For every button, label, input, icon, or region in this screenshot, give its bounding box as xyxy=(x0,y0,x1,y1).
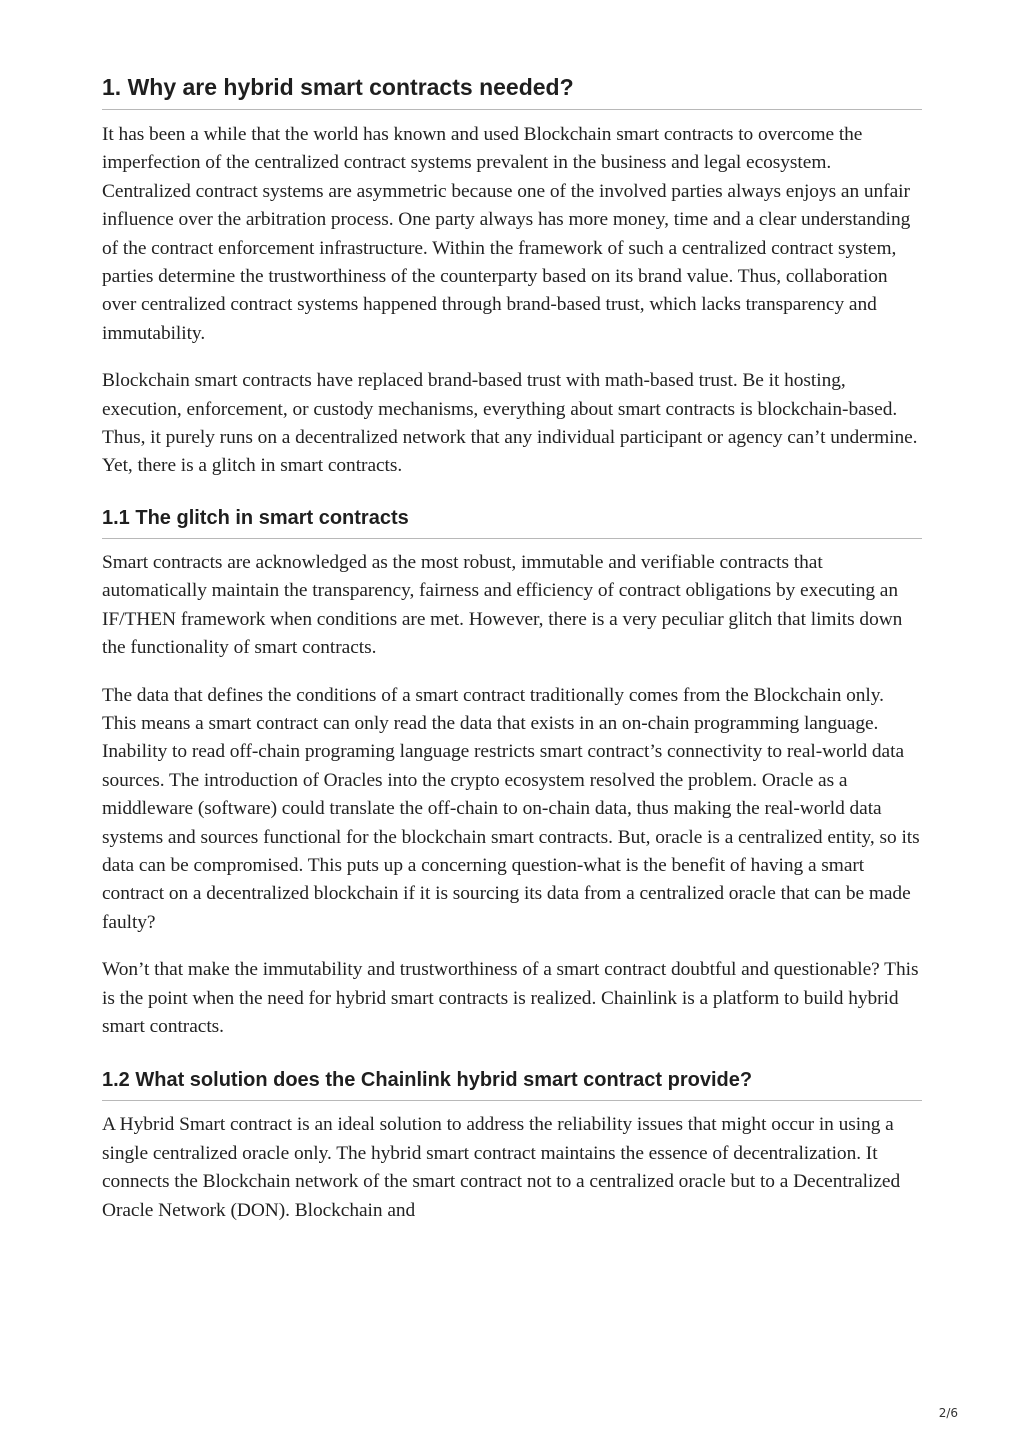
subsection-heading: 1.2 What solution does the Chainlink hybrid smart contract provide? xyxy=(102,1067,922,1101)
subsection-heading: 1.1 The glitch in smart contracts xyxy=(102,505,922,539)
section-heading: 1. Why are hybrid smart contracts needed? xyxy=(102,72,922,110)
paragraph: Smart contracts are acknowledged as the most robust, immutable and verifiable contracts that automatically maintain the transparency, fairness and efficiency of contract obligations by executing an IF/THEN framework when conditions are met. However, there is a very peculiar glitch that limits down the functionality of smart contracts. xyxy=(102,551,903,659)
paragraph: It has been a while that the world has known and used Blockchain smart contracts to overcome the imperfection of the centralized contract systems prevalent in the business and legal ecosystem. Centralized contract systems are asymmetric because one of the involved parties always enjoys an unfair influence over the arbitration process. One party always has more money, time and a clear understanding of the contract enforcement infrastructure. Within the framework of such a centralized contract system, parties determine the trustworthiness of the counterparty based on its brand value. Thus, collaboration over centralized contract systems happened through brand-based trust, which lacks transparency and immutability. xyxy=(102,124,911,344)
paragraph: Won’t that make the immutability and trustworthiness of a smart contract doubtful and questionable? This is the point when the need for hybrid smart contracts is realized. Chainlink is a platform to build hybrid smart contracts. xyxy=(102,959,919,1037)
page-number: 2/6 xyxy=(938,1406,958,1420)
paragraph: The data that defines the conditions of a smart contract traditionally comes from the Blockchain only. This means a smart contract can only read the data that exists in an on-chain programming language. Inability to read off-chain programing language restricts smart contract’s connectivity to real-world data sources. The introduction of Oracles into the crypto ecosystem resolved the problem. Oracle as a middleware (software) could translate the off-chain to on-chain data, thus making the real-world data systems and sources functional for the blockchain smart contracts. But, oracle is a centralized entity, so its data can be compromised. This puts up a concerning question-what is the benefit of having a smart contract on a decentralized blockchain if it is sourcing its data from a centralized oracle that can be made faulty? xyxy=(102,684,920,933)
document-page xyxy=(102,72,922,1225)
paragraph: Blockchain smart contracts have replaced brand-based trust with math-based trust. Be it hosting, execution, enforcement, or custody mechanisms, everything about smart contracts is blockchain-based. Thus, it purely runs on a decentralized network that any individual participant or agency can’t undermine. Yet, there is a glitch in smart contracts. xyxy=(102,370,918,477)
paragraph: A Hybrid Smart contract is an ideal solution to address the reliability issues that might occur in using a single centralized oracle only. The hybrid smart contract maintains the essence of decentralization. It connects the Blockchain network of the smart contract not to a centralized oracle but to a Decentralized Oracle Network (DON). Blockchain and xyxy=(102,1114,901,1221)
